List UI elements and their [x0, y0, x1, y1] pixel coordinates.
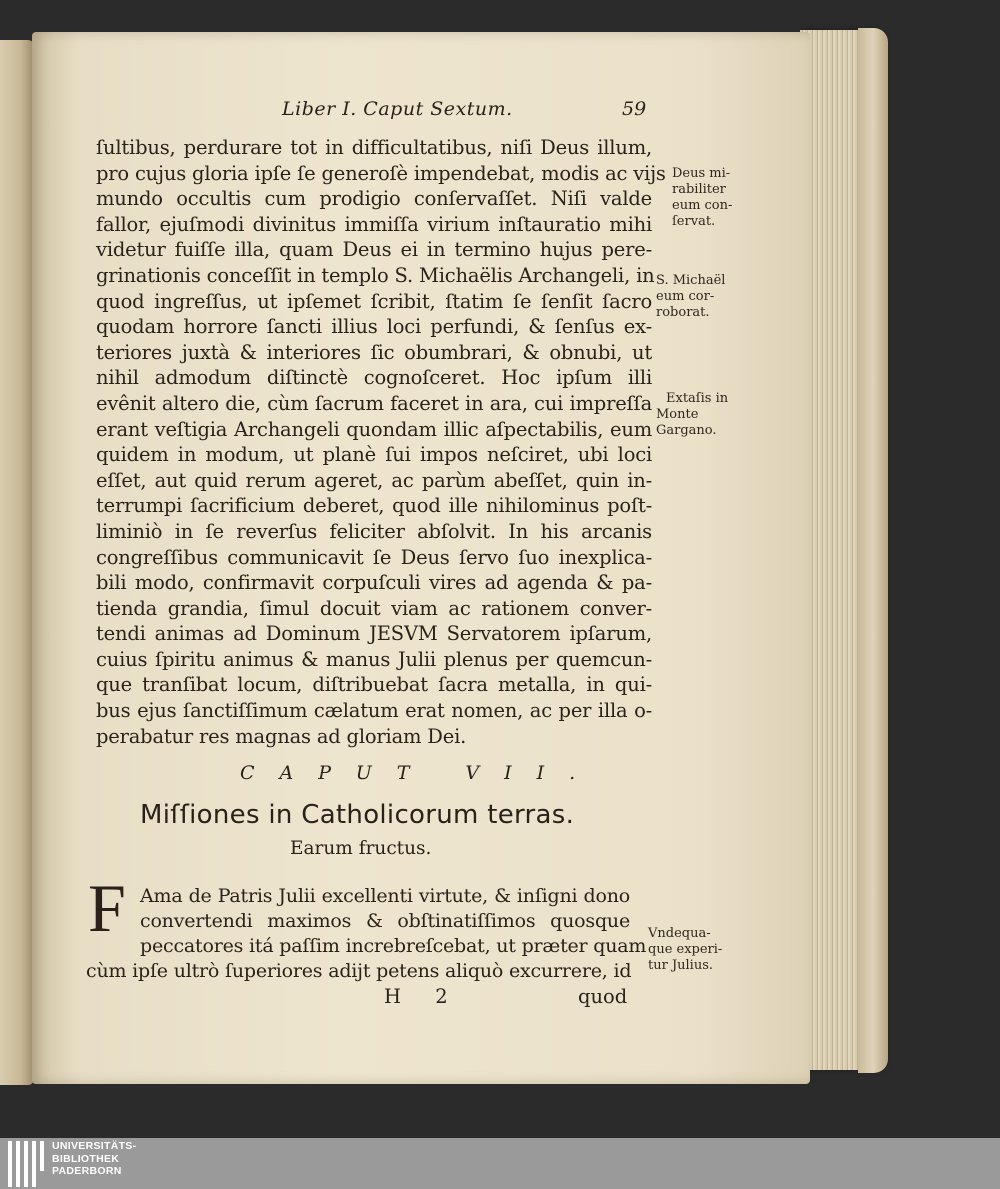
page-number: 59: [622, 98, 647, 120]
text-line: congreſſibus communicavit ſe Deus ſervo ſuo inexplica-: [96, 545, 652, 569]
text-line: liminiò in ſe reverſus feliciter abſolvit. In his arcanis: [96, 519, 652, 543]
signature-mark: H 2: [384, 985, 462, 1008]
library-name-line: PADERBORN: [52, 1165, 122, 1177]
text-line: ſultibus, perdurare tot in difficultatibus, niſi Deus illum,: [96, 136, 652, 159]
marginal-line: ſervat.: [672, 214, 716, 229]
text-line: Ama de Patris Julii excellenti virtute, & inſigni dono: [140, 885, 630, 907]
text-line: convertendi maximos & obſtinatiſſimos quosque: [140, 910, 630, 932]
text-line: quod ingreſſus, ut ipſemet ſcribit, ſtatim ſe ſenſit ſacro: [96, 289, 652, 313]
marginal-note: [656, 273, 725, 321]
marginal-line: Vndequa-: [648, 926, 711, 941]
book-cover-edge: [858, 28, 888, 1073]
marginal-line: eum con-: [672, 198, 733, 213]
marginal-line: rabiliter: [672, 182, 726, 197]
marginal-line: Gargano.: [656, 423, 717, 438]
library-logo-icon: [6, 1141, 46, 1187]
body-paragraph: [96, 135, 666, 749]
text-line: bili modo, confirmavit corpuſculi vires ad agenda & pa-: [96, 571, 652, 595]
text-line: fallor, ejuſmodi divinitus immiſſa virium inſtauratio mihi: [96, 212, 652, 236]
text-line: erant veſtigia Archangeli quondam illic aſpectabilis, eum: [96, 417, 652, 441]
text-line: que tranſibat locum, diſtribuebat ſacra metalla, in qui-: [96, 673, 652, 697]
text-line: tienda grandia, ſimul docuit viam ac rationem conver-: [96, 596, 652, 620]
marginal-note: [656, 391, 728, 439]
text-line: grinationis conceſſit in templo S. Michaëlis Archangeli, in: [96, 263, 655, 287]
text-line: perabatur res magnas ad gloriam Dei.: [96, 724, 467, 748]
text-line: mundo occultis cum prodigio conſervaſſet. Niſi valde: [96, 187, 652, 211]
marginal-note: [672, 166, 732, 230]
text-line: pro cujus gloria ipſe ſe generoſè impendebat, modis ac vijs: [96, 161, 666, 185]
drop-cap: F: [88, 870, 126, 946]
chapter-heading: CAPUT VII.: [240, 762, 601, 784]
text-line: tendi animas ad Dominum JESVM Servatorem ipſarum,: [96, 622, 652, 646]
running-head: Liber I. Caput Sextum.: [282, 98, 513, 120]
library-name-line: UNIVERSITÄTS-: [52, 1140, 137, 1152]
marginal-line: S. Michaël: [656, 273, 726, 288]
chapter-title: Miſſiones in Catholicorum terras.: [140, 800, 575, 830]
marginal-line: Extaſis in: [666, 391, 729, 406]
text-line: eſſet, aut quid rerum ageret, ac parùm abeſſet, quin in-: [96, 468, 652, 492]
text-line: bus ejus ſanctiſſimum cælatum erat nomen, ac per illa o-: [96, 699, 652, 723]
text-line: quodam horrore ſancti illius loci perfundi, & ſenſus ex-: [96, 315, 652, 339]
marginal-line: roborat.: [656, 305, 710, 320]
marginal-line: que experi-: [648, 942, 723, 957]
marginal-line: eum cor-: [656, 289, 715, 304]
chapter-subtitle: Earum fructus.: [290, 838, 432, 859]
chapter-paragraph: [86, 884, 647, 984]
text-line: teriores juxtà & interiores ſic obumbrari, & obnubi, ut: [96, 340, 652, 364]
text-line: evênit altero die, cùm ſacrum faceret in ara, cui impreſſa: [96, 391, 652, 415]
text-line: cuius ſpiritu animus & manus Julii plenus per quemcun-: [96, 647, 652, 671]
text-line: peccatores itá paſſim increbreſcebat, ut præter quam: [140, 935, 647, 957]
marginal-line: tur Julius.: [648, 958, 714, 973]
library-name-line: BIBLIOTHEK: [52, 1152, 120, 1165]
marginal-line: Deus mi-: [672, 166, 731, 181]
text-line: quidem in modum, ut planè ſui impos neſciret, ubi loci: [96, 443, 652, 467]
library-name: [52, 1140, 136, 1178]
text-line: nihil admodum diſtinctè cognoſceret. Hoc ipſum illi: [96, 366, 652, 390]
marginal-note: [648, 926, 722, 974]
text-line: videtur fuiſſe illa, quam Deus ei in termino hujus pere-: [96, 238, 652, 262]
library-footer-bar: [0, 1138, 1000, 1189]
text-line: terrumpi ſacrificium deberet, quod ille nihilominus poſt-: [96, 494, 652, 518]
marginal-line: Monte: [656, 407, 699, 422]
book-left-page-edge: [0, 40, 34, 1085]
catchword: quod: [578, 985, 628, 1008]
text-line: cùm ipſe ultrò ſuperiores adijt petens aliquò excurrere, id: [86, 960, 632, 982]
